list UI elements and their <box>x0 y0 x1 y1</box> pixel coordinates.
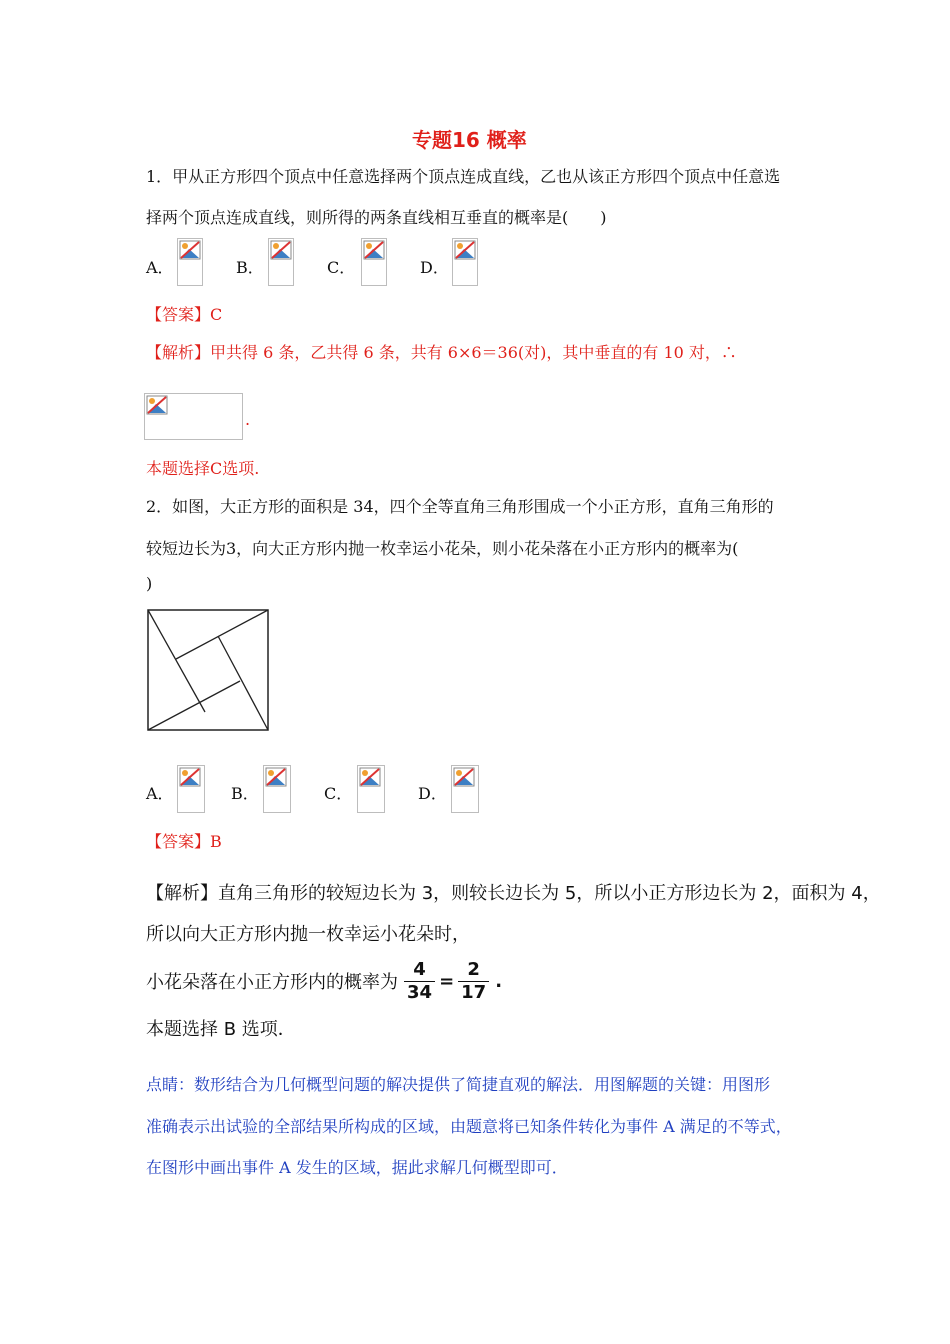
fraction-2-17 <box>458 959 489 1004</box>
broken-image-icon <box>179 240 201 260</box>
q1-option-a-image <box>177 238 203 286</box>
q1-option-a-label: A． <box>146 258 174 277</box>
broken-image-icon <box>363 240 385 260</box>
q2-analysis-line2: 所以向大正方形内抛一枚幸运小花朵时， <box>146 924 470 945</box>
q1-option-b-image <box>268 238 294 286</box>
q1-analysis-period: . <box>245 410 251 429</box>
fraction-denominator: 17 <box>461 981 487 1003</box>
q2-text-line1: 2．如图，大正方形的面积是 34，四个全等直角三角形围成一个小正方形，直角三角形的 <box>146 497 774 516</box>
q1-answer: 【答案】C <box>146 305 223 324</box>
page-title: 专题16 概率 <box>412 128 527 152</box>
q1-option-c-image <box>361 238 387 286</box>
q2-option-c-image <box>357 765 385 813</box>
q2-conclusion: 本题选择 B 选项． <box>146 1019 296 1040</box>
broken-image-icon <box>359 767 381 787</box>
q1-analysis-formula-image <box>144 393 243 440</box>
q2-option-c-label: C． <box>324 784 353 803</box>
q2-option-d-image <box>451 765 479 813</box>
period: . <box>495 970 503 992</box>
q1-option-d-label: D． <box>420 258 449 277</box>
note-line2: 准确表示出试验的全部结果所构成的区域，由题意将已知条件转化为事件 A 满足的不等式， <box>146 1117 792 1136</box>
note-line3: 在图形中画出事件 A 发生的区域，据此求解几何概型即可． <box>146 1158 568 1177</box>
q1-conclusion: 本题选择C选项. <box>146 459 260 478</box>
q1-option-b-label: B． <box>236 258 264 277</box>
q2-analysis-line3-text: 小花朵落在小正方形内的概率为 <box>146 972 398 993</box>
q2-answer: 【答案】B <box>146 832 222 851</box>
q2-text-line2: 较短边长为3，向大正方形内抛一枚幸运小花朵，则小花朵落在小正方形内的概率为( <box>146 539 739 558</box>
q2-analysis-line1: 【解析】直角三角形的较短边长为 3，则较长边长为 5，所以小正方形边长为 2，面积为 4， <box>146 883 881 904</box>
q2-analysis-line3 <box>146 956 502 1006</box>
broken-image-icon <box>265 767 287 787</box>
note-line1: 点睛：数形结合为几何概型问题的解决提供了简捷直观的解法．用图解题的关键：用图形 <box>146 1075 771 1094</box>
q2-option-b-label: B． <box>231 784 259 803</box>
fraction-numerator: 2 <box>458 959 489 982</box>
q2-option-d-label: D． <box>418 784 447 803</box>
fraction-numerator: 4 <box>404 959 435 982</box>
q1-option-d-image <box>452 238 478 286</box>
broken-image-icon <box>146 395 168 415</box>
fraction-4-34 <box>404 959 435 1004</box>
q1-option-c-label: C． <box>327 258 356 277</box>
equals-sign: = <box>439 970 455 992</box>
q1-text-line2: 择两个顶点连成直线，则所得的两条直线相互垂直的概率是( ) <box>146 208 607 227</box>
q2-text-line3: ) <box>146 574 153 593</box>
q2-option-b-image <box>263 765 291 813</box>
broken-image-icon <box>454 240 476 260</box>
fraction-denominator: 34 <box>407 981 433 1003</box>
broken-image-icon <box>453 767 475 787</box>
broken-image-icon <box>270 240 292 260</box>
q2-option-a-label: A． <box>146 784 174 803</box>
broken-image-icon <box>179 767 201 787</box>
q2-option-a-image <box>177 765 205 813</box>
square-pinwheel-figure <box>140 602 280 738</box>
q1-text-line1: 1．甲从正方形四个顶点中任意选择两个顶点连成直线，乙也从该正方形四个顶点中任意选 <box>146 167 781 186</box>
q1-analysis: 【解析】甲共得 6 条，乙共得 6 条，共有 6×6＝36(对)，其中垂直的有 10 对，∴ <box>146 343 737 362</box>
